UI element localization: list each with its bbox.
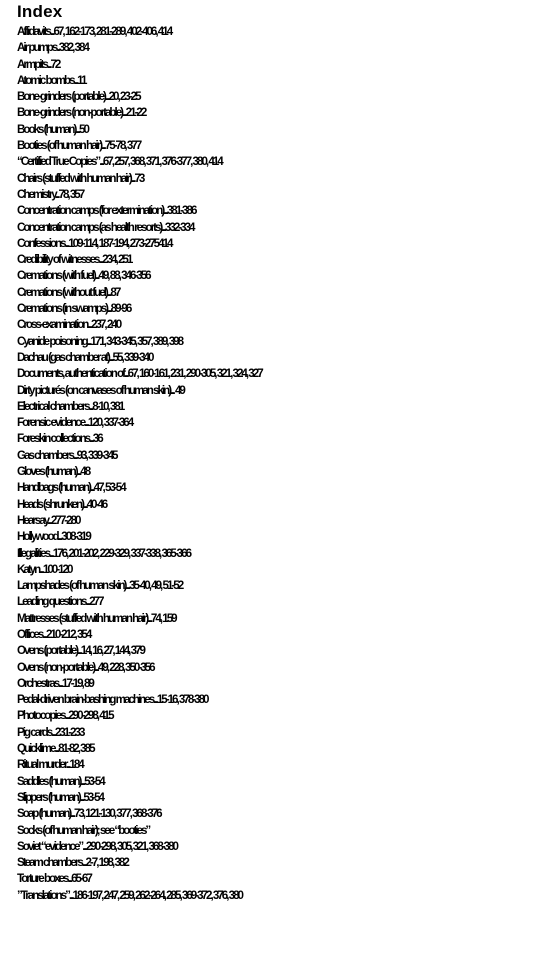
index-entry: Leading questions...277 <box>17 595 103 609</box>
index-entry: Photocopies...290-298, 415 <box>17 709 113 723</box>
index-entry: Hearsay...277-280 <box>17 513 80 527</box>
index-entry: Slippers (human)...53-54 <box>17 790 104 804</box>
index-entry: Soap (human)...73, 121-130, 377, 368-376 <box>17 807 161 821</box>
index-entry: Atomic bombs...11 <box>17 73 86 87</box>
index-entry: Concentration camps (for extermination)...381-386 <box>17 204 196 218</box>
index-entry: Soviet “evidence”...290-298, 305, 321, 368-380 <box>17 839 178 853</box>
index-entry: Cremations (with fuel)...49, 88, 346-356 <box>17 269 150 283</box>
index-entry: Socks (of human hair); see “booties” <box>17 823 150 837</box>
index-title: Index <box>17 2 63 21</box>
index-entry: Credibility of witnesses...234, 251 <box>17 253 132 267</box>
index-entry: Foreskin collections...36 <box>17 432 102 446</box>
index-entry: “Certified True Copies”...67, 257, 368, 371, 376-377, 380, 414 <box>17 155 222 169</box>
index-entry: Bone-grinders (non-portable)...21-22 <box>17 106 146 120</box>
index-entry: Orchestras...17-19, 89 <box>17 676 93 690</box>
index-entry: Dachau (gas chamber at)...55, 339-340 <box>17 350 153 364</box>
index-entry: Books (human)...50 <box>17 122 88 136</box>
index-entry: Heads (shrunken)...40-46 <box>17 497 107 511</box>
index-entry: Lampshades (of human skin)...35-40, 49, 51-52 <box>17 579 183 593</box>
index-entry: Cyanide poisoning...171, 343-345, 357, 389, 398 <box>17 334 183 348</box>
index-entry: Handbags (human)...47, 53-54 <box>17 481 125 495</box>
index-entry: Forensic evidence...120, 337-364 <box>17 416 133 430</box>
index-entry: Ovens (portable)...14, 16, 27, 144, 379 <box>17 644 144 658</box>
index-entry: Cremations (without fuel)...87 <box>17 285 120 299</box>
index-entry: ”Translations”...186-197, 247, 259, 262-264, 285, 369-372, 376, 380 <box>17 888 243 902</box>
index-entry: Hollywood...308-319 <box>17 530 90 544</box>
index-entries-list <box>17 24 556 904</box>
index-entry: Ritual murder...184 <box>17 758 83 772</box>
index-entry: Gloves (human)...48 <box>17 465 90 479</box>
index-entry: Gas chambers...93, 339-345 <box>17 448 117 462</box>
index-entry: Mattresses (stuffed with human hair)...74, 159 <box>17 611 176 625</box>
index-entry: Katyn...100-120 <box>17 562 72 576</box>
index-entry: Cross-examination...237, 240 <box>17 318 121 332</box>
index-entry: Bone-grinders (portable)...20, 23-25 <box>17 90 140 104</box>
index-entry: Torture boxes...65-67 <box>17 872 91 886</box>
index-entry: Cremations (in swamps)...89-96 <box>17 302 131 316</box>
index-entry: Dirty picturés (on canvases of human skin)... 49 <box>17 383 184 397</box>
index-entry: Pedal-driven brain-bashing machines...15-16, 378-380 <box>17 693 208 707</box>
index-entry: Saddles (human)...53-54 <box>17 774 104 788</box>
index-entry: Affidavits...67, 162-173, 281-289, 402-406, 414 <box>17 25 172 38</box>
index-entry: Electrical chambers...8-10, 381 <box>17 399 124 413</box>
index-entry: Illegalities...176, 201-202, 229-329, 337-338, 365-366 <box>17 546 191 560</box>
index-entry: Confessions...109-114, 187-194, 273-275414 <box>17 236 172 250</box>
index-entry: Documents, authentication of...67, 160-161, 231, 290-305, 321, 324, 327 <box>17 367 262 381</box>
index-entry: Offices...210-212, 354 <box>17 627 91 641</box>
index-entry: Booties (of human hair)...75-78, 377 <box>17 139 141 153</box>
index-entry: Steam chambers...2-7, 198, 382 <box>17 856 128 870</box>
index-entry: Pig cards...231-233 <box>17 725 84 739</box>
index-entry: Armpits...72 <box>17 57 60 71</box>
index-entry: Chairs (stuffed with human hair)...73 <box>17 171 144 185</box>
index-entry: Air pumps..382, 384 <box>17 41 88 55</box>
index-entry: Quicklime...81-82, 385 <box>17 742 94 756</box>
index-entry: Concentration camps (as health resorts)...332-334 <box>17 220 194 234</box>
index-entry: Chemistry...78, 357 <box>17 187 84 201</box>
index-entry: Ovens (non-portable)...49, 228, 350-356 <box>17 660 154 674</box>
